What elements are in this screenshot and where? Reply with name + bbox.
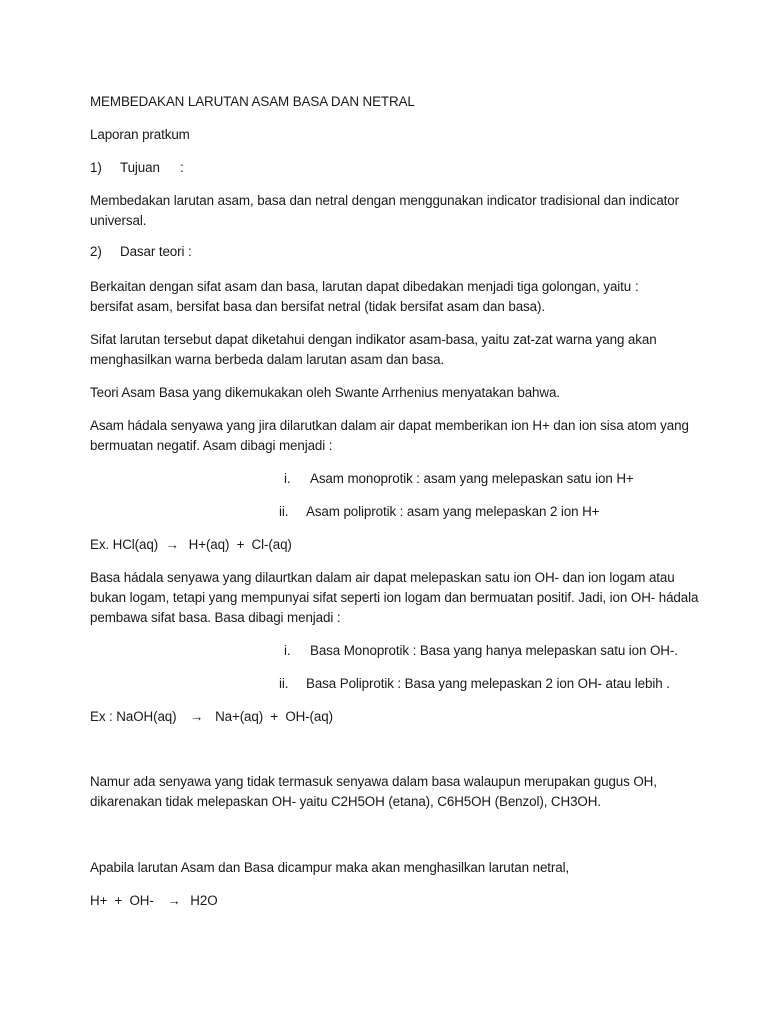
reaction-right: Na+(aq) + OH-(aq): [215, 709, 333, 724]
section-heading-colon: :: [180, 160, 184, 175]
paragraph-line: bersifat asam, bersifat basa dan bersifat netral (tidak bersifat asam dan basa).: [90, 299, 545, 314]
reaction-left: Ex : NaOH(aq): [90, 709, 177, 724]
right-arrow-icon: →: [167, 893, 181, 908]
paragraph-line: Namur ada senyawa yang tidak termasuk senyawa dalam basa walaupun merupakan gugus OH,: [90, 774, 657, 789]
document-subtitle: Laporan pratkum: [90, 127, 190, 142]
paragraph-line: menghasilkan warna berbeda dalam larutan asam dan basa.: [90, 352, 445, 367]
list-marker: i.: [284, 643, 291, 658]
reaction-left: H+ + OH-: [90, 893, 154, 908]
right-arrow-icon: →: [165, 537, 180, 552]
paragraph-line: universal.: [90, 213, 147, 228]
section-dasar-teori-heading: [90, 242, 192, 262]
reaction-right: H2O: [190, 893, 218, 908]
paragraph-line: Membedakan larutan asam, basa dan netral dengan menggunakan indicator tradisional dan indicator: [90, 193, 680, 208]
section-heading-text: Dasar teori :: [120, 244, 192, 259]
paragraph-colon: :: [635, 279, 639, 294]
paragraph-line: Berkaitan dengan sifat asam dan basa, larutan dapat dibedakan menjadi tiga golongan, yaitu: [90, 279, 632, 294]
paragraph-line: Asam hádala senyawa yang jira dilarutkan dalam air dapat memberikan ion H+ dan ion sisa atom yang: [90, 418, 689, 433]
section-tujuan-heading: [90, 158, 184, 178]
paragraph-line: Sifat larutan tersebut dapat diketahui dengan indikator asam-basa, yaitu zat-zat warna yang akan: [90, 332, 657, 347]
list-item: Basa Monoprotik : Basa yang hanya melepaskan satu ion OH-.: [310, 643, 678, 658]
reaction-acid: [90, 535, 292, 555]
paragraph-line: Apabila larutan Asam dan Basa dicampur maka akan menghasilkan larutan netral,: [90, 860, 570, 875]
right-arrow-icon: →: [190, 709, 204, 724]
paragraph-line: pembawa sifat basa. Basa dibagi menjadi :: [90, 610, 341, 625]
list-item: Basa Poliprotik : Basa yang melepaskan 2 ion OH- atau lebih .: [306, 676, 670, 691]
list-marker: ii.: [279, 504, 289, 519]
list-item: Asam poliprotik : asam yang melepaskan 2 ion H+: [306, 504, 600, 519]
section-heading-text: Tujuan: [120, 160, 160, 175]
section-number: 2): [90, 244, 102, 259]
paragraph-line: Basa hádala senyawa yang dilaurtkan dalam air dapat melepaskan satu ion OH- dan ion logam atau: [90, 570, 675, 585]
paragraph-line: bukan logam, tetapi yang mempunyai sifat seperti ion logam dan bermuatan positif. Jadi, ion OH- hádala: [90, 590, 699, 605]
list-marker: i.: [284, 471, 291, 486]
reaction-right: H+(aq) + Cl-(aq): [188, 537, 292, 552]
paragraph-line: dikarenakan tidak melepaskan OH- yaitu C2H5OH (etana), C6H5OH (Benzol), CH3OH.: [90, 794, 601, 809]
list-item: Asam monoprotik : asam yang melepaskan satu ion H+: [310, 471, 634, 486]
section-number: 1): [90, 160, 102, 175]
reaction-neutral: [90, 891, 218, 911]
paragraph-line: bermuatan negatif. Asam dibagi menjadi :: [90, 438, 333, 453]
paragraph-line: Teori Asam Basa yang dikemukakan oleh Swante Arrhenius menyatakan bahwa.: [90, 385, 560, 400]
reaction-left: Ex. HCl(aq): [90, 537, 159, 552]
document-title: MEMBEDAKAN LARUTAN ASAM BASA DAN NETRAL: [90, 94, 415, 109]
list-marker: ii.: [279, 676, 289, 691]
reaction-base: [90, 707, 333, 727]
